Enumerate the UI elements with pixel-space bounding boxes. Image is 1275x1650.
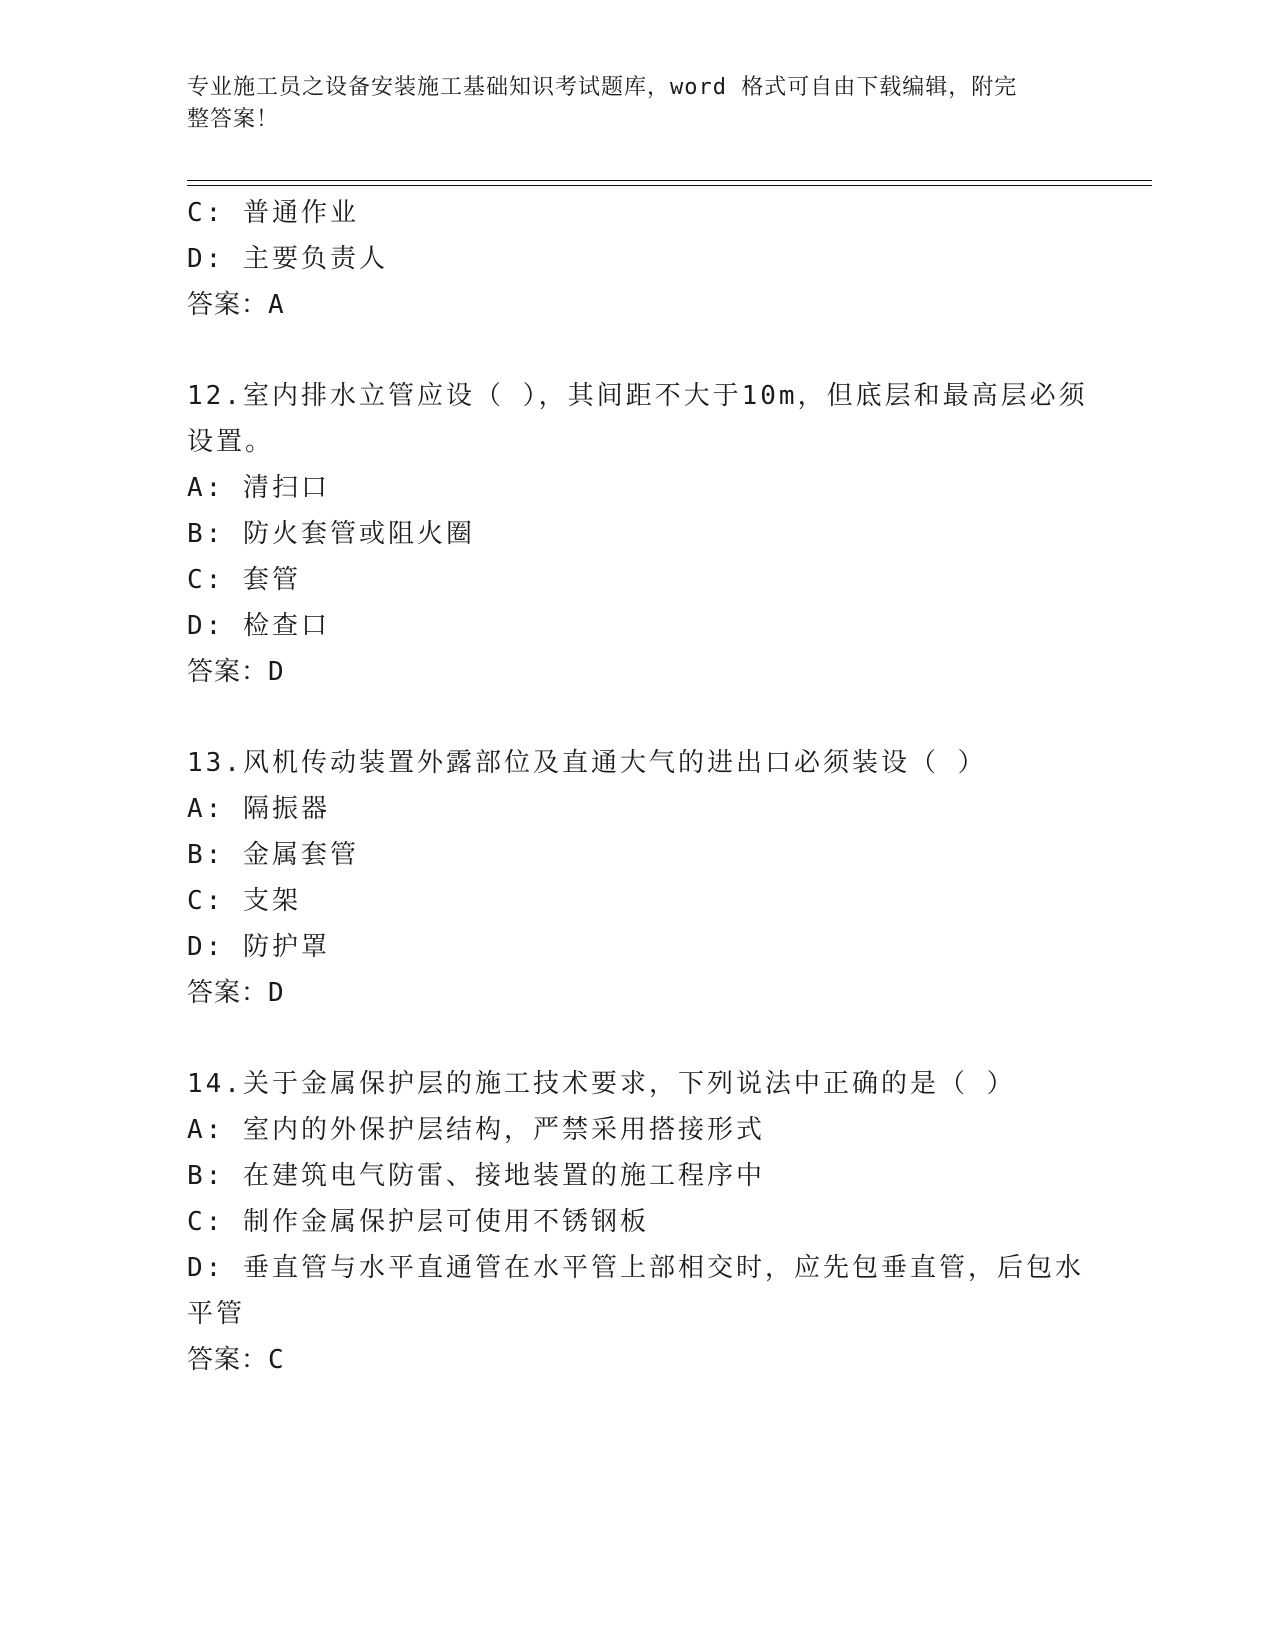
option-d: D: 主要负责人 (187, 244, 388, 274)
header-line-2: 整答案！ (187, 107, 280, 132)
option-a: A: 隔振器 (187, 794, 330, 824)
question-12 (187, 373, 1087, 695)
option-d: D: 垂直管与水平直通管在水平管上部相交时，应先包垂直管，后包水 (187, 1253, 1084, 1283)
option-c: C: 套管 (187, 565, 301, 595)
question-stem-continued: 设置。 (187, 427, 275, 457)
option-d: D: 防护罩 (187, 932, 330, 962)
question-11-tail (187, 190, 1087, 328)
answer: 答案：D (187, 978, 285, 1008)
question-stem: 13.风机传动装置外露部位及直通大气的进出口必须装设（ ） (187, 748, 987, 778)
question-list (187, 190, 1087, 1383)
answer: 答案：C (187, 1345, 285, 1375)
header-line-1: 专业施工员之设备安装施工基础知识考试题库，word 格式可自由下载编辑，附完 (187, 75, 1018, 100)
option-b: B: 防火套管或阻火圈 (187, 519, 475, 549)
option-b: B: 金属套管 (187, 840, 359, 870)
option-c: C: 支架 (187, 886, 301, 916)
option-d: D: 检查口 (187, 611, 330, 641)
header-divider-top (187, 180, 1152, 181)
option-a: A: 室内的外保护层结构，严禁采用搭接形式 (187, 1115, 765, 1145)
option-b: B: 在建筑电气防雷、接地装置的施工程序中 (187, 1161, 765, 1191)
question-13 (187, 740, 1087, 1016)
question-stem: 14.关于金属保护层的施工技术要求，下列说法中正确的是（ ） (187, 1069, 1016, 1099)
question-stem: 12.室内排水立管应设（ ），其间距不大于10m，但底层和最高层必须 (187, 381, 1088, 411)
document-header (187, 72, 1067, 136)
header-divider-bottom (187, 185, 1152, 186)
option-c: C: 制作金属保护层可使用不锈钢板 (187, 1207, 649, 1237)
option-d-continued: 平管 (187, 1299, 246, 1329)
option-c: C: 普通作业 (187, 198, 359, 228)
option-a: A: 清扫口 (187, 473, 330, 503)
answer: 答案：D (187, 657, 285, 687)
question-14 (187, 1061, 1087, 1383)
answer: 答案：A (187, 290, 285, 320)
